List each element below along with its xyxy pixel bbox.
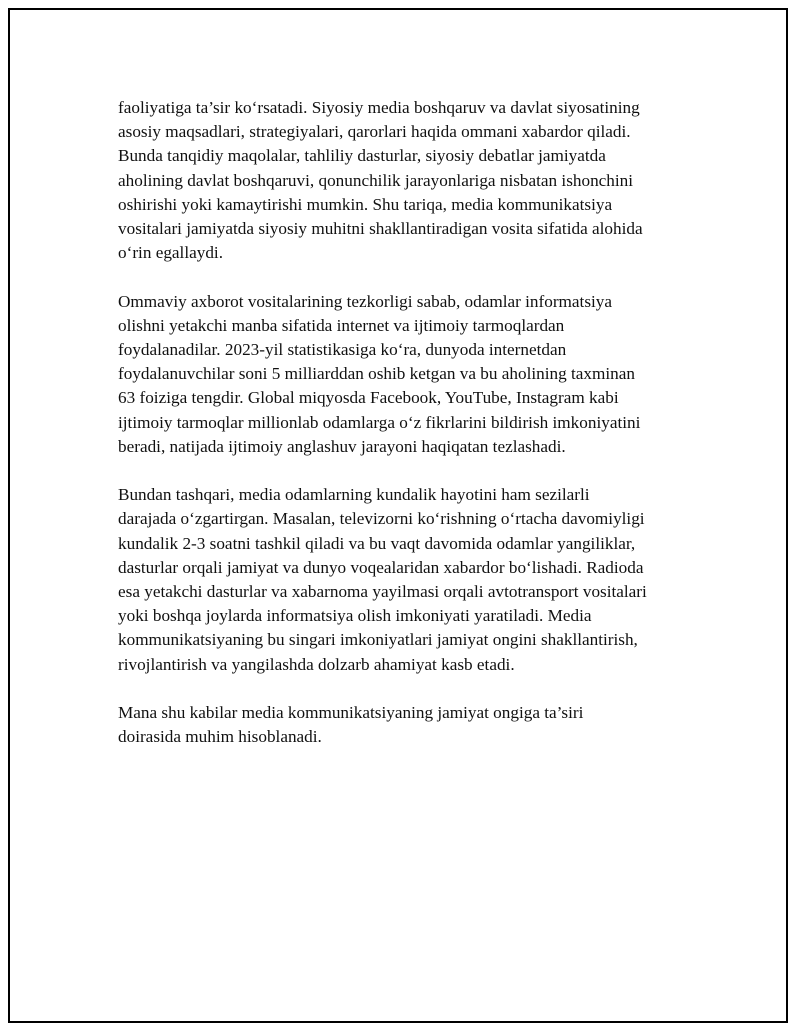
paragraph-4: Mana shu kabilar media kommunikatsiyaning jamiyat ongiga ta’siri doirasida muhim hisoblanadi.: [118, 703, 584, 747]
document-page: [8, 8, 788, 1023]
paragraph-1: faoliyatiga ta’sir ko‘rsatadi. Siyosiy media boshqaruv va davlat siyosatining asosiy maqsadlari, strategiyalari, qarorlari haqida ommani xabardor qiladi. Bunda tanqidiy maqolalar, tahliliy dasturlar, siyosiy debatlar jamiyatda aholining davlat boshqaruvi, qonunchilik jarayonlariga nisbatan ishonchini oshirishi yoki kamaytirishi mumkin. Shu tariqa, media kommunikatsiya vositalari jamiyatda siyosiy muhitni shakllantiradigan vosita sifatida alohida o‘rin egallaydi.: [118, 98, 643, 263]
document-body: [118, 96, 692, 774]
paragraph-2: Ommaviy axborot vositalarining tezkorligi sabab, odamlar informatsiya olishni yetakchi manba sifatida internet va ijtimoiy tarmoqlardan foydalanadilar. 2023-yil statistikasiga ko‘ra, dunyoda internetdan foydalanuvchilar soni 5 milliarddan oshib ketgan va bu aholining taxminan 63 foiziga tengdir. Global miqyosda Facebook, YouTube, Instagram kabi ijtimoiy tarmoqlar millionlab odamlarga o‘z fikrlarini bildirish imkoniyatini beradi, natijada ijtimoiy anglashuv jarayoni haqiqatan tezlashadi.: [118, 291, 641, 456]
paragraph-3: Bundan tashqari, media odamlarning kundalik hayotini ham sezilarli darajada o‘zgartirgan. Masalan, televizorni ko‘rishning o‘rtacha davomiyligi kundalik 2-3 soatni tashkil qiladi va bu vaqt davomida odamlar yangiliklar, dasturlar orqali jamiyat va dunyo voqealaridan xabardor bo‘lishadi. Radioda esa yetakchi dasturlar va xabarnoma yayilmasi orqali avtotransport vositalari yoki boshqa joylarda informatsiya olish imkoniyati yaratiladi. Media kommunikatsiyaning bu singari imkoniyatlari jamiyat ongini shakllantirish, rivojlantirish va yangilashda dolzarb ahamiyat kasb etadi.: [118, 485, 647, 674]
